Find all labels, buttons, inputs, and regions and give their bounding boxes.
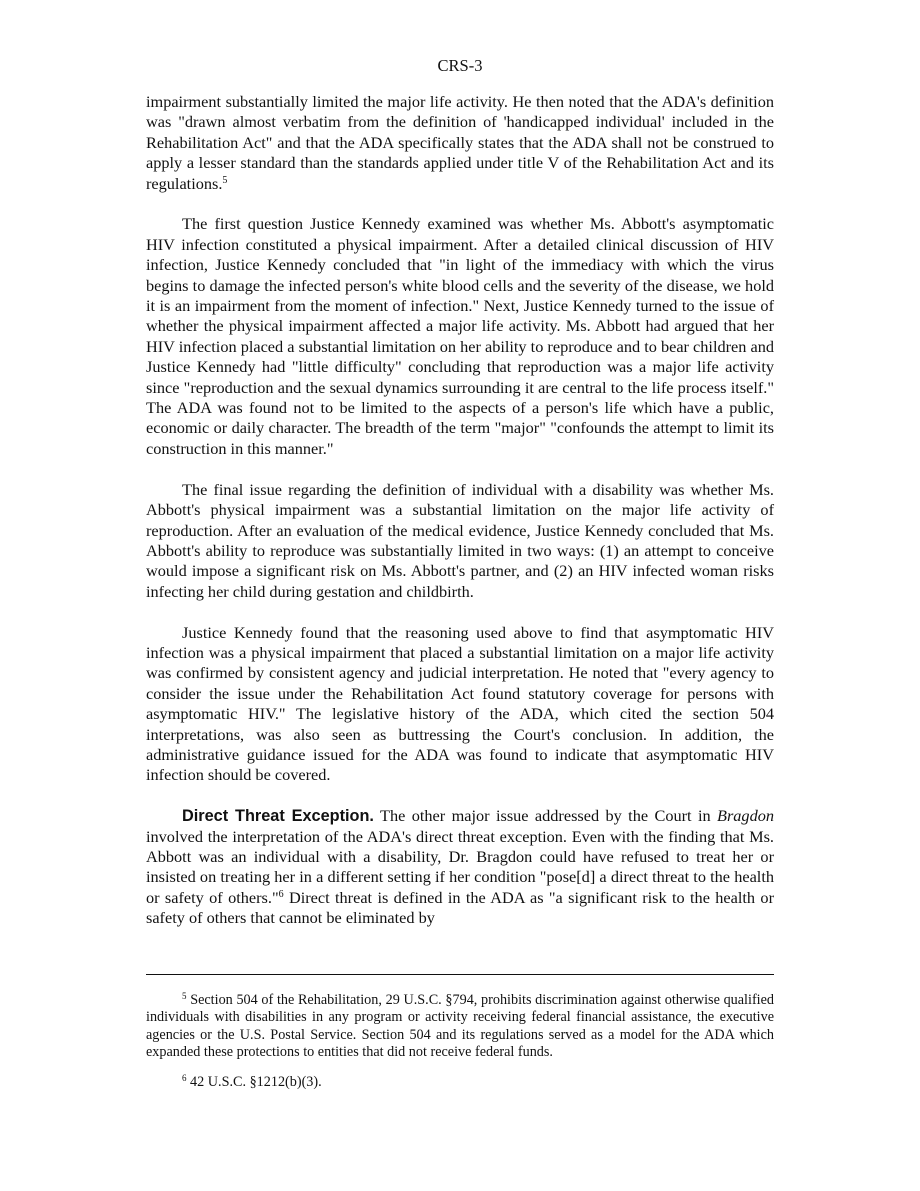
paragraph-1-text: impairment substantially limited the major life activity. He then noted that the ADA's definition was "drawn almost verbatim from the definition of 'handicapped individual' included in the Rehabilitation Act" and that the ADA specifically states that the ADA shall not be construed to apply a lesser standard than the standards applied under title V of the Rehabilitation Act and its regulations. (146, 92, 774, 193)
footnote-text: 42 U.S.C. §1212(b)(3). (186, 1074, 322, 1091)
paragraph-5-text-c: Direct threat is defined in the ADA as "a significant risk to the health or safety of others that cannot be eliminated by (146, 887, 774, 928)
footnote-number: 5 (182, 991, 187, 1001)
paragraph-1 (146, 92, 774, 194)
paragraph-3: The final issue regarding the definition of individual with a disability was whether Ms. Abbott's physical impairment was a substantial limitation on the major life activity of reproduction. After an evaluation of the medical evidence, Justice Kennedy concluded that Ms. Abbott's ability to reproduce was substantially limited in two ways: (1) an attempt to conceive would impose a significant risk on Ms. Abbott's partner, and (2) an HIV infected woman risks infecting her child during gestation and childbirth. (146, 479, 774, 601)
paragraph-2: The first question Justice Kennedy examined was whether Ms. Abbott's asymptomatic HIV infection constituted a physical impairment. After a detailed clinical discussion of HIV infection, Justice Kennedy concluded that "in light of the immediacy with which the virus begins to damage the infected person's white blood cells and the severity of the disease, we hold it is an impairment from the moment of infection." Next, Justice Kennedy turned to the issue of whether the physical impairment affected a major life activity. Ms. Abbott had argued that her HIV infection placed a substantial limitation on her ability to reproduce and to bear children and Justice Kennedy had "little difficulty" concluding that reproduction was a major life activity since "reproduction and the sexual dynamics surrounding it are central to the life process itself." The ADA was found not to be limited to the aspects of a person's life which have a public, economic or daily character. The breadth of the term "major" "confounds the attempt to limit its construction in this manner." (146, 214, 774, 458)
page-body (146, 56, 774, 949)
paragraph-4: Justice Kennedy found that the reasoning used above to find that asymptomatic HIV infection was a physical impairment that placed a substantial limitation on a major life activity was confirmed by consistent agency and judicial interpretation. He noted that "every agency to consider the issue under the Rehabilitation Act found statutory coverage for persons with asymptomatic HIV." The legislative history of the ADA, which cited the section 504 interpretations, was also seen as buttressing the Court's conclusion. In addition, the administrative guidance issued for the ADA was found to indicate that asymptomatic HIV infection should be covered. (146, 622, 774, 785)
footnote-6 (146, 1074, 774, 1091)
case-name: Bragdon (717, 806, 774, 826)
footnote-ref-6[interactable]: 6 (278, 888, 284, 900)
footnote-5 (146, 992, 774, 1061)
footnotes (146, 992, 774, 1104)
paragraph-5 (146, 806, 774, 928)
paragraph-5-text-a: The other major issue addressed by the Court in (373, 806, 717, 826)
footnote-text: Section 504 of the Rehabilitation, 29 U.S.C. §794, prohibits discrimination against otherwise qualified individuals with disabilities in any program or activity receiving federal financial assistance, the executive agencies or the U.S. Postal Service. Section 504 and its regulations served as a model for the ADA which expanded these protections to entities that did not receive federal funds. (146, 992, 774, 1060)
section-heading-direct-threat: Direct Threat Exception. (182, 807, 374, 826)
page-header: CRS-3 (437, 56, 483, 75)
footnote-ref-5[interactable]: 5 (222, 174, 228, 186)
paragraph-5-text-b: involved the interpretation of the ADA's direct threat exception. Even with the finding that Ms. Abbott was an individual with a disability, Dr. Bragdon could have refused to treat her or insisted on treating her in a different setting if her condition "pose[d] a direct threat to the health or safety of others." (146, 826, 774, 907)
footnote-divider (146, 974, 774, 975)
footnote-number: 6 (182, 1073, 187, 1084)
